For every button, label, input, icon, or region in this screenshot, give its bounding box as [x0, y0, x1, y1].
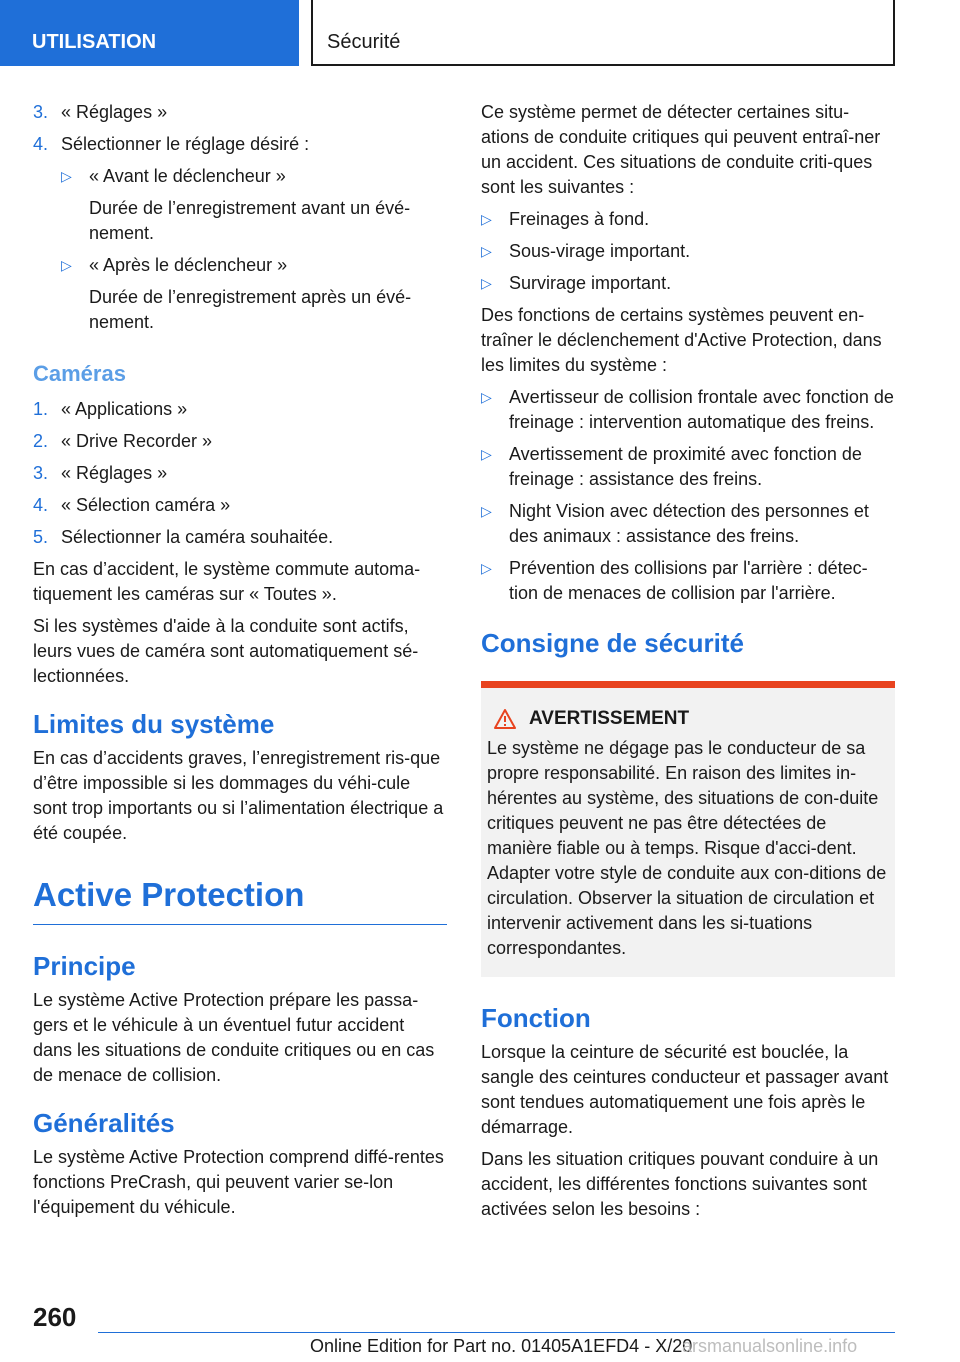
- option-description: Durée de l’enregistrement après un évé-nement.: [89, 287, 412, 332]
- paragraph: Si les systèmes d'aide à la conduite sont actifs, leurs vues de caméra sont automatiquement sé-lectionnées.: [33, 616, 419, 686]
- triangle-right-icon: ▷: [481, 275, 492, 291]
- triangle-right-icon: ▷: [481, 503, 492, 519]
- warning-triangle-icon: [493, 708, 517, 730]
- edition-text: Online Edition for Part no. 01405A1EFD4 - X/20: [310, 1336, 693, 1356]
- right-column: [481, 100, 895, 1229]
- list-item: 5. Sélectionner la caméra souhaitée.: [33, 527, 334, 547]
- list-item: ▷ « Après le déclencheur »: [61, 253, 447, 278]
- triangle-right-icon: ▷: [481, 446, 492, 462]
- list-item: 2. « Drive Recorder »: [33, 431, 213, 451]
- paragraph: Ce système permet de détecter certaines situ-ations de conduite critiques qui peuvent entraî-ner un accident. Ces situations de conduite criti-ques sont les suivantes :: [481, 102, 881, 197]
- chapter-tab[interactable]: Sécurité: [311, 0, 895, 66]
- general-heading: Généralités: [33, 1108, 175, 1138]
- page-header: [0, 0, 960, 66]
- safety-heading: Consigne de sécurité: [481, 628, 744, 658]
- cameras-heading: Caméras: [33, 361, 126, 386]
- page-number: 260: [33, 1302, 77, 1332]
- paragraph: En cas d’accident, le système commute automa-tiquement les caméras sur « Toutes ».: [33, 559, 421, 604]
- watermark: arsmanualsonline.info: [682, 1336, 858, 1356]
- triangle-right-icon: ▷: [481, 211, 492, 227]
- list-item: 1. « Applications »: [33, 399, 188, 419]
- page-footer: [0, 1290, 960, 1362]
- paragraph: Le système Active Protection prépare les passa-gers et le véhicule à un éventuel futur accident dans les situations de conduite critiques ou en cas de menace de collision.: [33, 990, 435, 1085]
- triangle-right-icon: ▷: [481, 560, 492, 576]
- triangle-right-icon: ▷: [481, 389, 492, 405]
- settings-steps: [33, 100, 447, 157]
- paragraph: Le système Active Protection comprend diffé-rentes fonctions PreCrash, qui peuvent varier se-lon l'équipement du véhicule.: [33, 1147, 444, 1217]
- left-column: [33, 100, 447, 1227]
- system-functions: [481, 385, 895, 606]
- triangle-right-icon: ▷: [481, 243, 492, 259]
- warning-box: [481, 681, 895, 977]
- list-item: ▷ Avertissement de proximité avec fonction de freinage : assistance des freins.: [481, 444, 862, 489]
- list-item: ▷ Sous-virage important.: [481, 239, 895, 264]
- warning-text: Le système ne dégage pas le conducteur de sa propre responsabilité. En raison des limites in-hérentes au système, des situations de con-duite critiques peuvent ne pas être détectées de manière fiable ou à temps. Risque d'acci-dent. Adapter votre style de conduite aux con-ditions de circulation. Observer la situation de circulation et intervenir activement dans les si-tuations correspondantes.: [487, 738, 887, 958]
- list-item: ▷ Survirage important.: [481, 271, 895, 296]
- footer-divider: [98, 1332, 895, 1333]
- list-item: 3. « Réglages »: [33, 102, 168, 122]
- option-description: Durée de l’enregistrement avant un évé-nement.: [89, 198, 411, 243]
- triangle-right-icon: ▷: [61, 168, 72, 184]
- list-item: 4. Sélectionner le réglage désiré :: [33, 134, 310, 154]
- principle-heading: Principe: [33, 951, 136, 981]
- section-tab[interactable]: UTILISATION: [0, 0, 299, 66]
- setting-options: [61, 164, 447, 335]
- list-item: ▷ Avertisseur de collision frontale avec fonction de freinage : intervention automatique des freins.: [481, 387, 894, 432]
- paragraph: Dans les situation critiques pouvant conduire à un accident, les différentes fonctions suivantes sont activées selon les besoins :: [481, 1149, 879, 1219]
- list-item: 3. « Réglages »: [33, 463, 168, 483]
- paragraph: Des fonctions de certains systèmes peuvent en-traîner le déclenchement d'Active Protection, dans les limites du système :: [481, 305, 882, 375]
- paragraph: En cas d’accidents graves, l’enregistrement ris-que d’être impossible si les dommages du véhi-cule sont trop importants ou si l’alimentation électrique a été coupée.: [33, 748, 444, 843]
- list-item: ▷ Night Vision avec détection des personnes et des animaux : assistance des freins.: [481, 501, 869, 546]
- list-item: ▷ « Avant le déclencheur »: [61, 164, 447, 189]
- warning-title: AVERTISSEMENT: [529, 708, 690, 729]
- paragraph: Lorsque la ceinture de sécurité est bouclée, la sangle des ceintures conducteur et passager avant sont tendues automatiquement une fois après le démarrage.: [481, 1042, 889, 1137]
- section-title: Active Protection: [33, 876, 447, 925]
- list-item: ▷ Freinages à fond.: [481, 207, 895, 232]
- camera-steps: [33, 397, 447, 550]
- function-heading: Fonction: [481, 1003, 591, 1033]
- critical-situations: [481, 207, 895, 296]
- warning-title-row: [487, 708, 889, 730]
- list-item: 4. « Sélection caméra »: [33, 495, 231, 515]
- list-item: ▷ Prévention des collisions par l'arrière : détec-tion de menaces de collision par l'arrière.: [481, 558, 868, 603]
- triangle-right-icon: ▷: [61, 257, 72, 273]
- limits-heading: Limites du système: [33, 709, 275, 739]
